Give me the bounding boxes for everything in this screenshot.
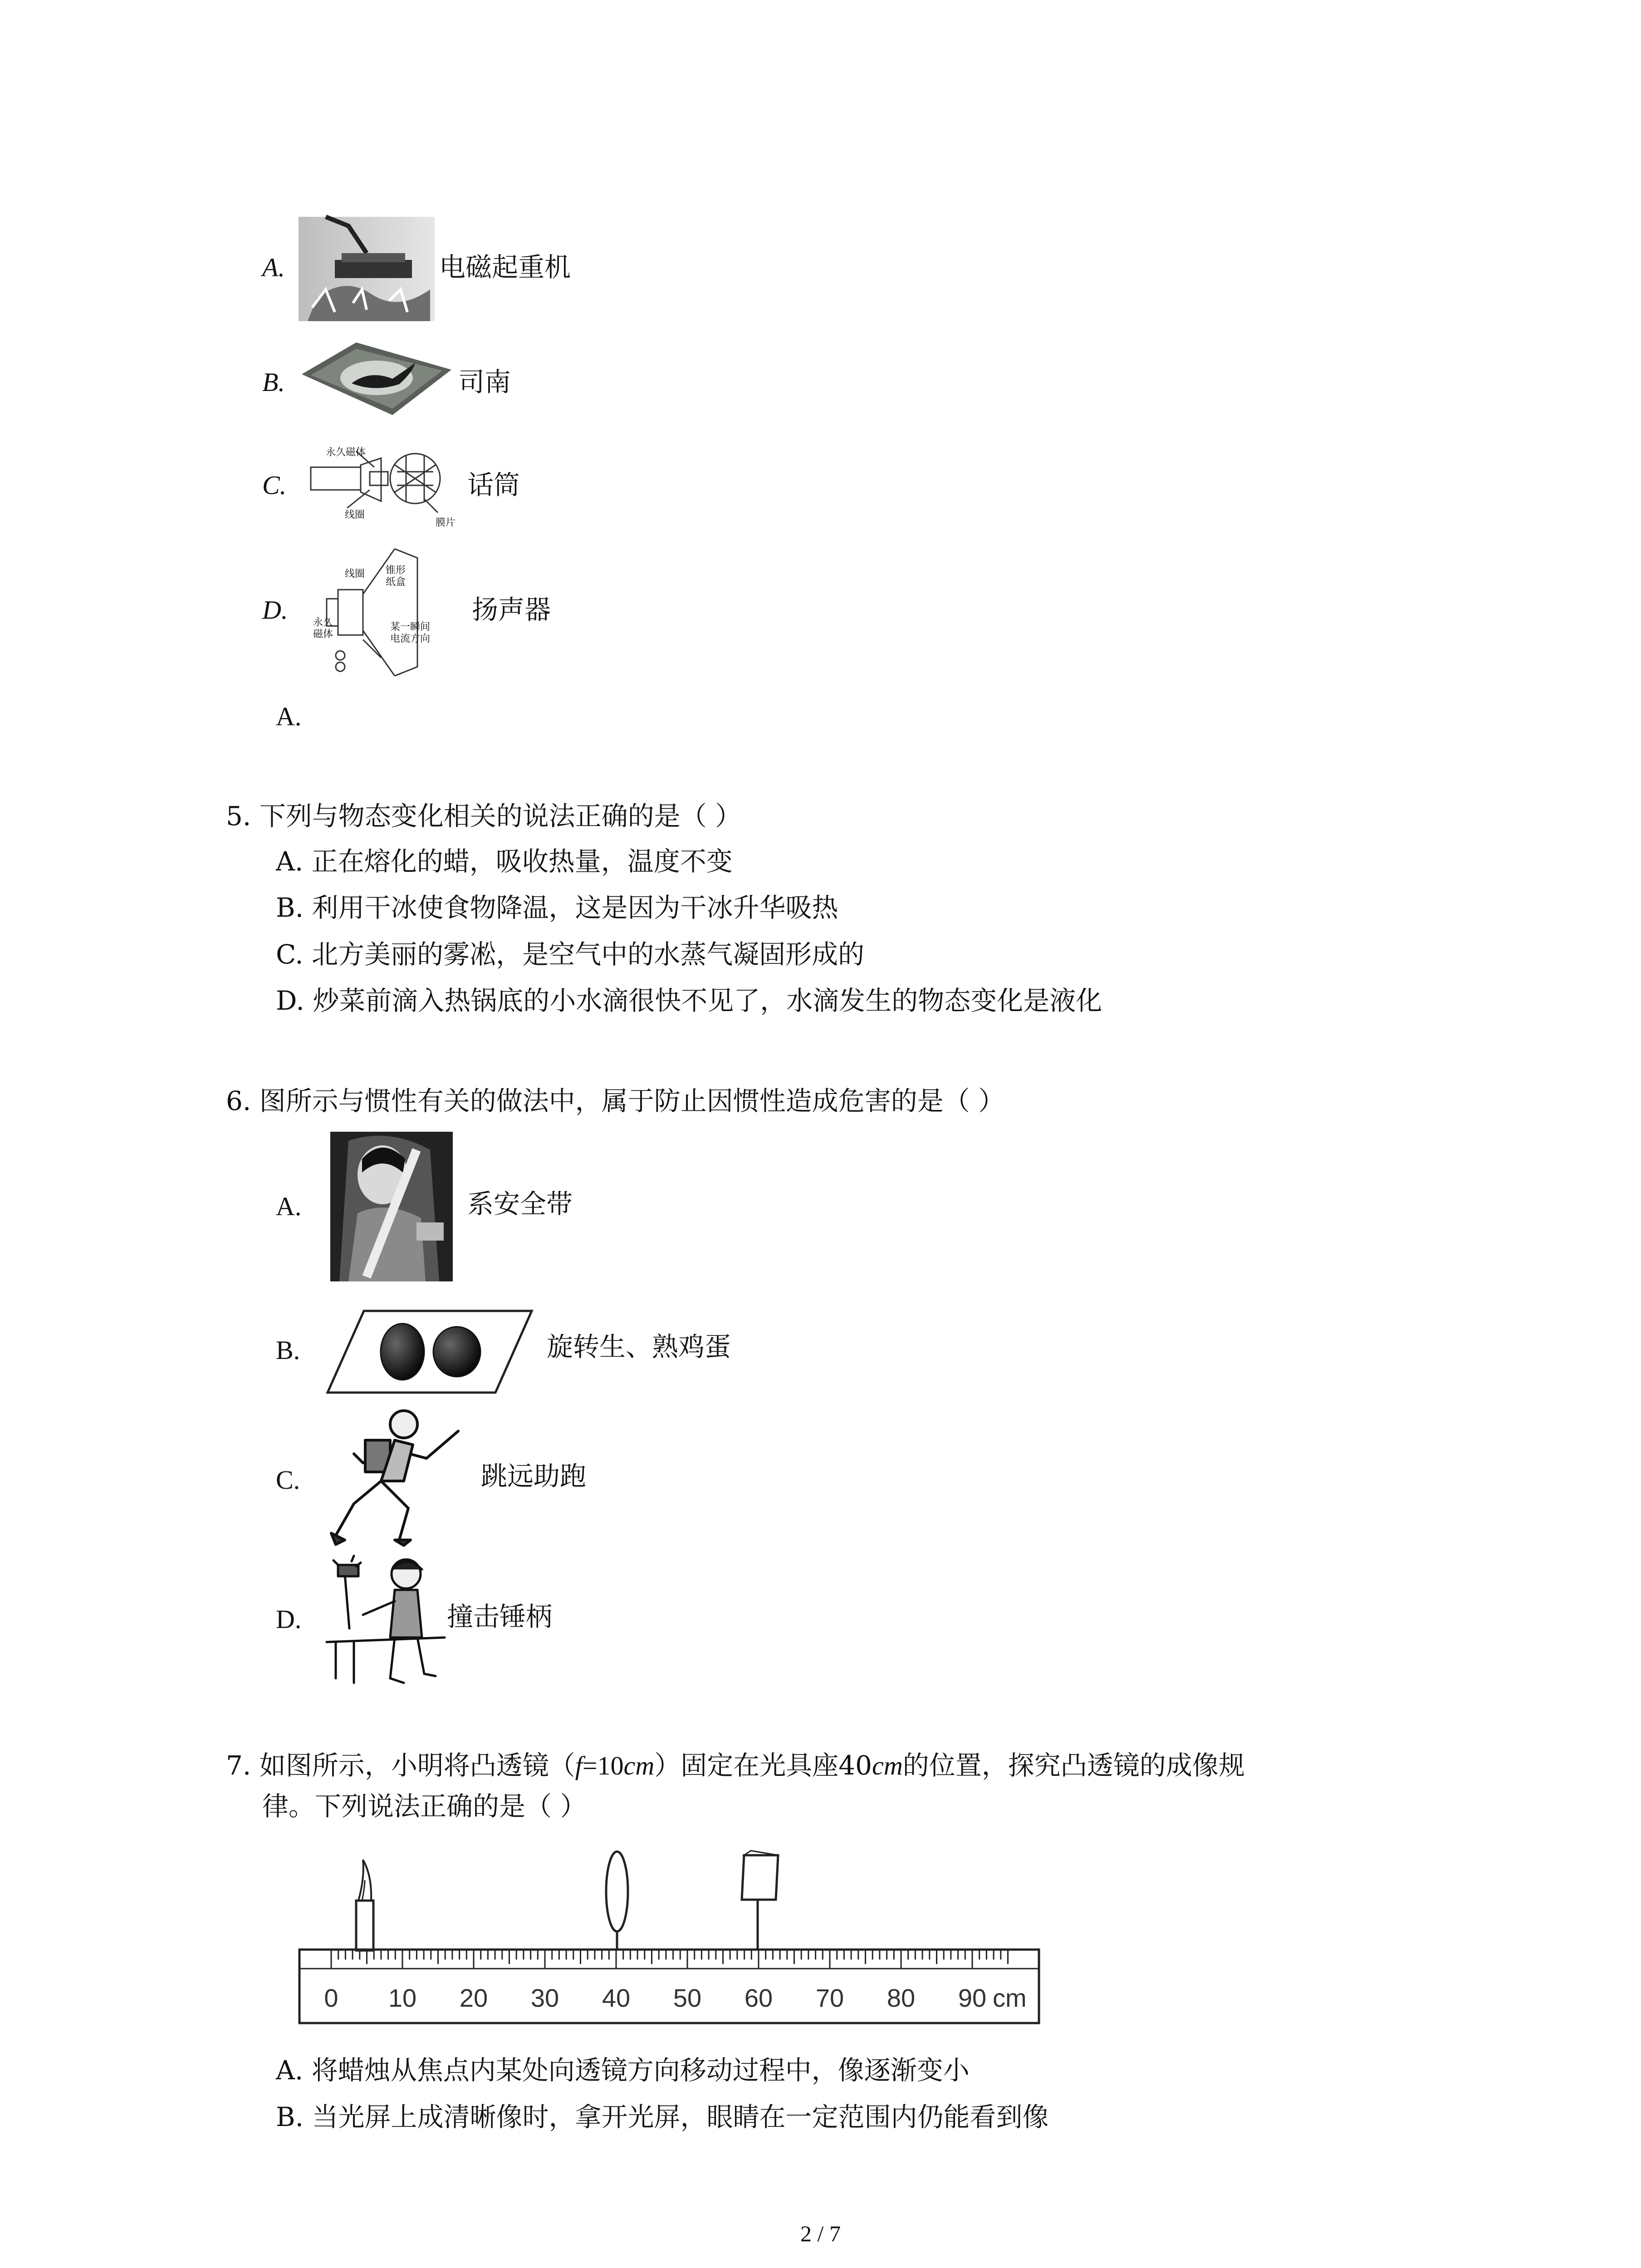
q5-option-d: D. 炒菜前滴入热锅底的小水滴很快不见了，水滴发生的物态变化是液化 [276,985,1102,1016]
q7-stem-prefix: 7. 如图所示，小明将凸透镜（ [226,1750,575,1781]
q7-option-a: A. 将蜡烛从焦点内某处向透镜方向移动过程中，像逐渐变小 [276,2055,970,2086]
option-label: B. [276,1335,300,1365]
two-eggs-image [328,1306,532,1397]
light-screen [742,1851,778,1950]
diagram-label: 永久磁体 [326,447,366,458]
q7-stem-line1 [226,1750,1245,1782]
electromagnetic-crane-image [299,217,435,326]
option-label: A. [262,253,285,282]
diagram-label: 线圈 [345,568,365,580]
option-text: 扬声器 [472,594,551,625]
q7-focal-symbol: f [575,1751,583,1780]
ruler-tick-label: 50 [673,1984,702,2012]
option-label: D. [276,1604,302,1634]
page-number: 2 / 7 [800,2221,841,2246]
option-label: D. [262,595,288,625]
ruler-tick-label: 0 [324,1984,338,2012]
convex-lens [606,1852,628,1950]
q7-unit: cm [623,1751,655,1780]
hammer-handle-image [327,1551,445,1687]
option-label: B. [262,367,285,397]
seat-belt-photo [330,1132,453,1281]
q5-option-b: B. 利用干冰使食物降温，这是因为干冰升华吸热 [276,892,838,923]
q6-stem: 6. 图所示与惯性有关的做法中，属于防止因惯性造成危害的是（ ） [226,1085,1005,1116]
q5-option-a: A. 正在熔化的蜡，吸收热量，温度不变 [276,846,733,877]
option-text: 跳远助跑 [481,1461,587,1491]
option-text: 电磁起重机 [439,252,571,283]
option-label: A. [276,1192,302,1221]
q7-stem-suffix: 的位置，探究凸透镜的成像规 [902,1750,1245,1781]
q5-option-c: C. 北方美丽的雾凇，是空气中的水蒸气凝固形成的 [276,939,865,970]
diagram-label: 膜片 [436,517,456,528]
diagram-label: 某一瞬间电流方向 [390,621,431,645]
ruler-tick-label: 90 [958,1984,987,2012]
diagram-label: 永久磁体 [313,617,333,640]
option-text: 话筒 [467,469,520,500]
option-label: C. [262,470,287,500]
ruler-tick-label: 10 [388,1984,417,2012]
microphone-diagram-image [302,440,456,535]
ruler-tick-label: 30 [530,1984,559,2012]
option-text: 系安全带 [467,1188,573,1219]
runner-image [327,1404,481,1547]
ruler-tick-label: 70 [815,1984,844,2012]
q7-option-b: B. 当光屏上成清晰像时，拿开光屏，眼睛在一定范围内仍能看到像 [276,2102,1049,2132]
ruler-tick-label: 80 [887,1984,916,2012]
ruler-tick-label: 40 [602,1984,631,2012]
q7-stem-line2: 律。下列说法正确的是（ ） [262,1791,587,1822]
optical-bench-figure [295,1851,1066,2032]
option-text: 撞击锤柄 [447,1601,553,1632]
q4-answer: A. [276,702,302,731]
option-text: 司南 [458,367,511,397]
ruler-tick-label: 20 [459,1984,488,2012]
option-text: 旋转生、熟鸡蛋 [547,1331,731,1362]
ruler-tick-label: 60 [744,1984,773,2012]
q7-unit: cm [872,1751,903,1780]
diagram-label: 锥形纸盒 [386,565,406,588]
q5-stem: 5. 下列与物态变化相关的说法正确的是（ ） [226,801,742,831]
ruler-unit-label: cm [993,1984,1027,2012]
q7-focal-eq: =10 [582,1751,624,1780]
option-label: C. [276,1465,300,1495]
sinan-compass-image [302,342,456,420]
q7-stem-mid: ）固定在光具座40 [654,1750,872,1781]
candle [356,1860,373,1950]
diagram-label: 线圈 [345,509,365,521]
